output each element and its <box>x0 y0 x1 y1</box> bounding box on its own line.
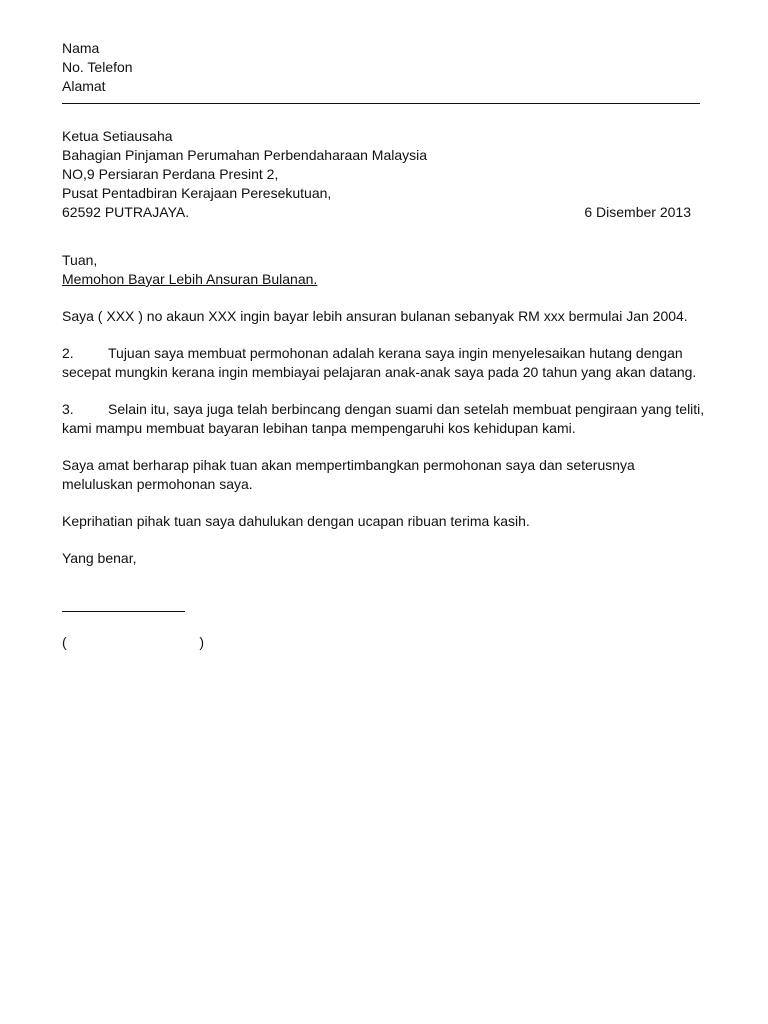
close-bracket: ) <box>199 634 204 650</box>
closing: Yang benar, <box>62 550 137 566</box>
header-divider <box>62 103 700 104</box>
subject: Memohon Bayar Lebih Ansuran Bulanan. <box>62 271 318 287</box>
paragraph-4 <box>62 456 702 494</box>
paragraph-2-line-2: secepat mungkin kerana ingin membiayai pelajaran anak-anak saya pada 20 tahun yang akan datang. <box>62 364 697 380</box>
recipient-line-2: Bahagian Pinjaman Perumahan Perbendaharaan Malaysia <box>62 147 428 163</box>
paragraph-4-line-1: Saya amat berharap pihak tuan akan mempertimbangkan permohonan saya dan seterusnya <box>62 457 635 473</box>
sender-address: Alamat <box>62 78 106 94</box>
paragraph-3-line-1: Selain itu, saya juga telah berbincang dengan suami dan setelah membuat pengiraan yang teliti, <box>108 401 705 417</box>
paragraph-3 <box>62 400 705 438</box>
open-bracket: ( <box>62 634 67 650</box>
sender-name: Nama <box>62 40 100 56</box>
signatory-name-brackets <box>62 633 204 652</box>
letter-date: 6 Disember 2013 <box>584 204 691 220</box>
recipient-line-4: Pusat Pentadbiran Kerajaan Peresekutuan, <box>62 185 332 201</box>
paragraph-2-line-1: Tujuan saya membuat permohonan adalah kerana saya ingin menyelesaikan hutang dengan <box>108 345 683 361</box>
subject-line <box>62 270 702 289</box>
sender-phone: No. Telefon <box>62 59 133 75</box>
paragraph-5: Keprihatian pihak tuan saya dahulukan dengan ucapan ribuan terima kasih. <box>62 513 530 529</box>
paragraph-3-line-2: kami mampu membuat bayaran lebihan tanpa mempengaruhi kos kehidupan kami. <box>62 420 576 436</box>
paragraph-1: Saya ( XXX ) no akaun XXX ingin bayar lebih ansuran bulanan sebanyak RM xxx bermulai Jan 2004. <box>62 308 688 324</box>
paragraph-2-number: 2. <box>62 345 74 361</box>
paragraph-2 <box>62 344 702 382</box>
recipient-line-3: NO,9 Persiaran Perdana Presint 2, <box>62 166 279 182</box>
recipient-line-1: Ketua Setiausaha <box>62 128 173 144</box>
recipient-line-5: 62592 PUTRAJAYA. <box>62 204 190 220</box>
salutation: Tuan, <box>62 252 98 268</box>
recipient-block <box>62 127 702 222</box>
letter <box>62 39 705 652</box>
paragraph-3-number: 3. <box>62 401 74 417</box>
recipient-line-5-row <box>62 203 691 222</box>
sender-block <box>62 39 702 96</box>
signature-area <box>62 611 702 652</box>
paragraph-4-line-2: meluluskan permohonan saya. <box>62 476 253 492</box>
signature-line <box>62 611 185 612</box>
